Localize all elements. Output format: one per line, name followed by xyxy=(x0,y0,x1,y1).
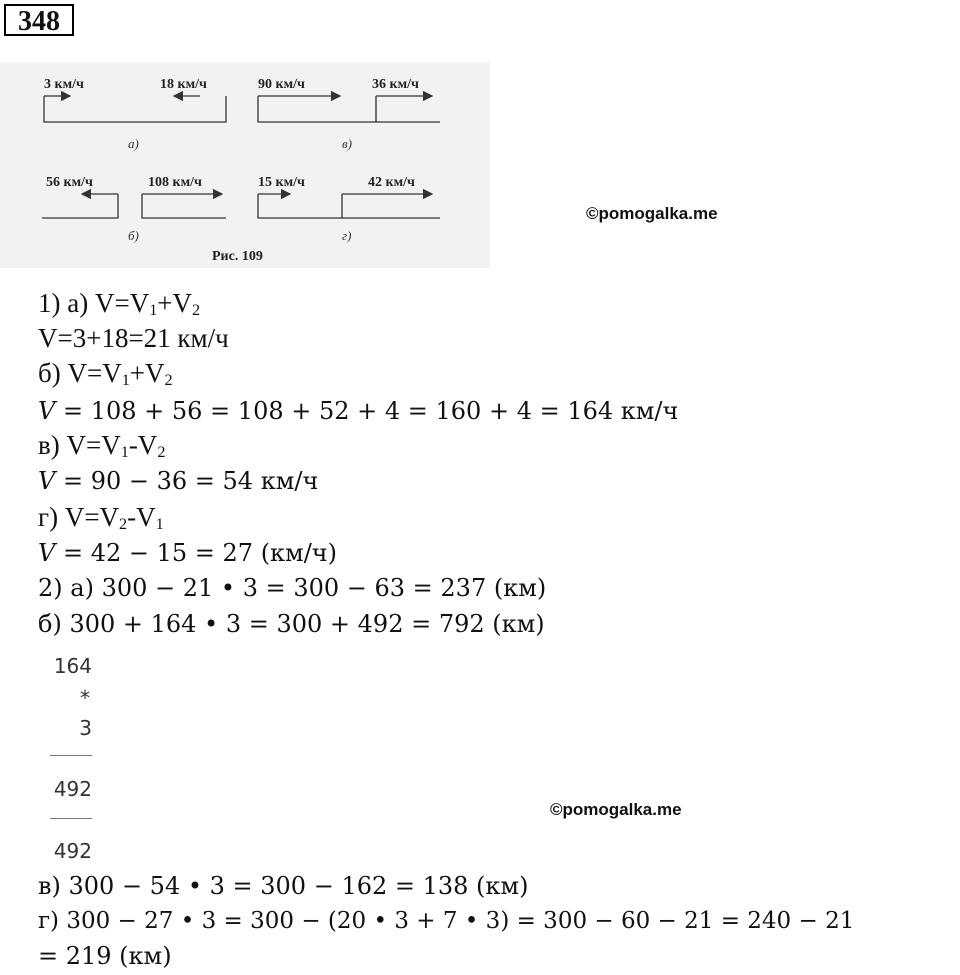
panel-b-left-speed: 56 км/ч xyxy=(46,175,93,190)
panel-v xyxy=(258,77,440,151)
panel-b-track xyxy=(142,194,226,218)
solution-line-2: V=3+18=21 км/ч xyxy=(38,323,229,353)
motion-diagram xyxy=(0,62,490,268)
watermark-bottom: ©pomogalka.me xyxy=(550,800,682,819)
motion-figure xyxy=(0,62,490,268)
calc-operand-a: 164 xyxy=(53,654,92,678)
calc-rule-1 xyxy=(50,755,92,756)
panel-g xyxy=(258,175,440,243)
solution-line-10: б) 300 + 164 • 3 = 300 + 492 = 792 (км) xyxy=(38,610,545,638)
panel-a-right-speed: 18 км/ч xyxy=(160,77,207,92)
panel-a-left-speed: 3 км/ч xyxy=(44,77,84,92)
solution-line-9: 2) а) 300 − 21 • 3 = 300 − 63 = 237 (км) xyxy=(38,574,547,602)
figure-caption: Рис. 109 xyxy=(212,249,263,264)
panel-a-track xyxy=(44,96,226,122)
panel-v-label: в) xyxy=(342,136,352,151)
solution-line-11: в) 300 − 54 • 3 = 300 − 162 = 138 (км) xyxy=(38,872,529,900)
calc-operand-b: 3 xyxy=(79,716,92,740)
solution-line-1: 1) а) $V=V_1+V_2$ xyxy=(38,288,201,319)
problem-number: 348 xyxy=(4,4,74,36)
solution-line-5: в) $V=V_1-V_2$ xyxy=(38,430,166,461)
solution-line-12: г) 300 − 27 • 3 = 300 − (20 • 3 + 7 • 3) = 300 − 60 − 21 = 240 − 21 xyxy=(38,908,855,934)
panel-v-track xyxy=(258,96,440,122)
panel-a-label: а) xyxy=(128,136,139,151)
solution-line-7: г) $V=V_2-V_1$ xyxy=(38,502,164,533)
calc-rule-2 xyxy=(50,818,92,819)
panel-v-left-speed: 90 км/ч xyxy=(258,77,305,92)
panel-b xyxy=(42,175,226,243)
panel-b-right-speed: 108 км/ч xyxy=(148,175,202,190)
calc-partial: 492 xyxy=(53,777,92,801)
solution-line-13: = 219 (км) xyxy=(38,942,172,970)
calc-result: 492 xyxy=(53,839,92,863)
panel-g-right-speed: 42 км/ч xyxy=(368,175,415,190)
watermark-top: ©pomogalka.me xyxy=(586,204,718,223)
panel-v-right-speed: 36 км/ч xyxy=(372,77,419,92)
solution-line-6: V = 90 − 36 = 54 км/ч xyxy=(38,467,319,495)
solution-line-4: V = 108 + 56 = 108 + 52 + 4 = 160 + 4 = 164 км/ч xyxy=(38,397,679,425)
solution-line-3: б) $V=V_1+V_2$ xyxy=(38,358,173,389)
panel-g-left-speed: 15 км/ч xyxy=(258,175,305,190)
calc-operator: * xyxy=(80,686,90,710)
panel-g-label: г) xyxy=(342,228,352,243)
solution-line-8: V = 42 − 15 = 27 (км/ч) xyxy=(38,539,338,567)
panel-b-label: б) xyxy=(128,228,139,243)
panel-a xyxy=(44,77,226,151)
